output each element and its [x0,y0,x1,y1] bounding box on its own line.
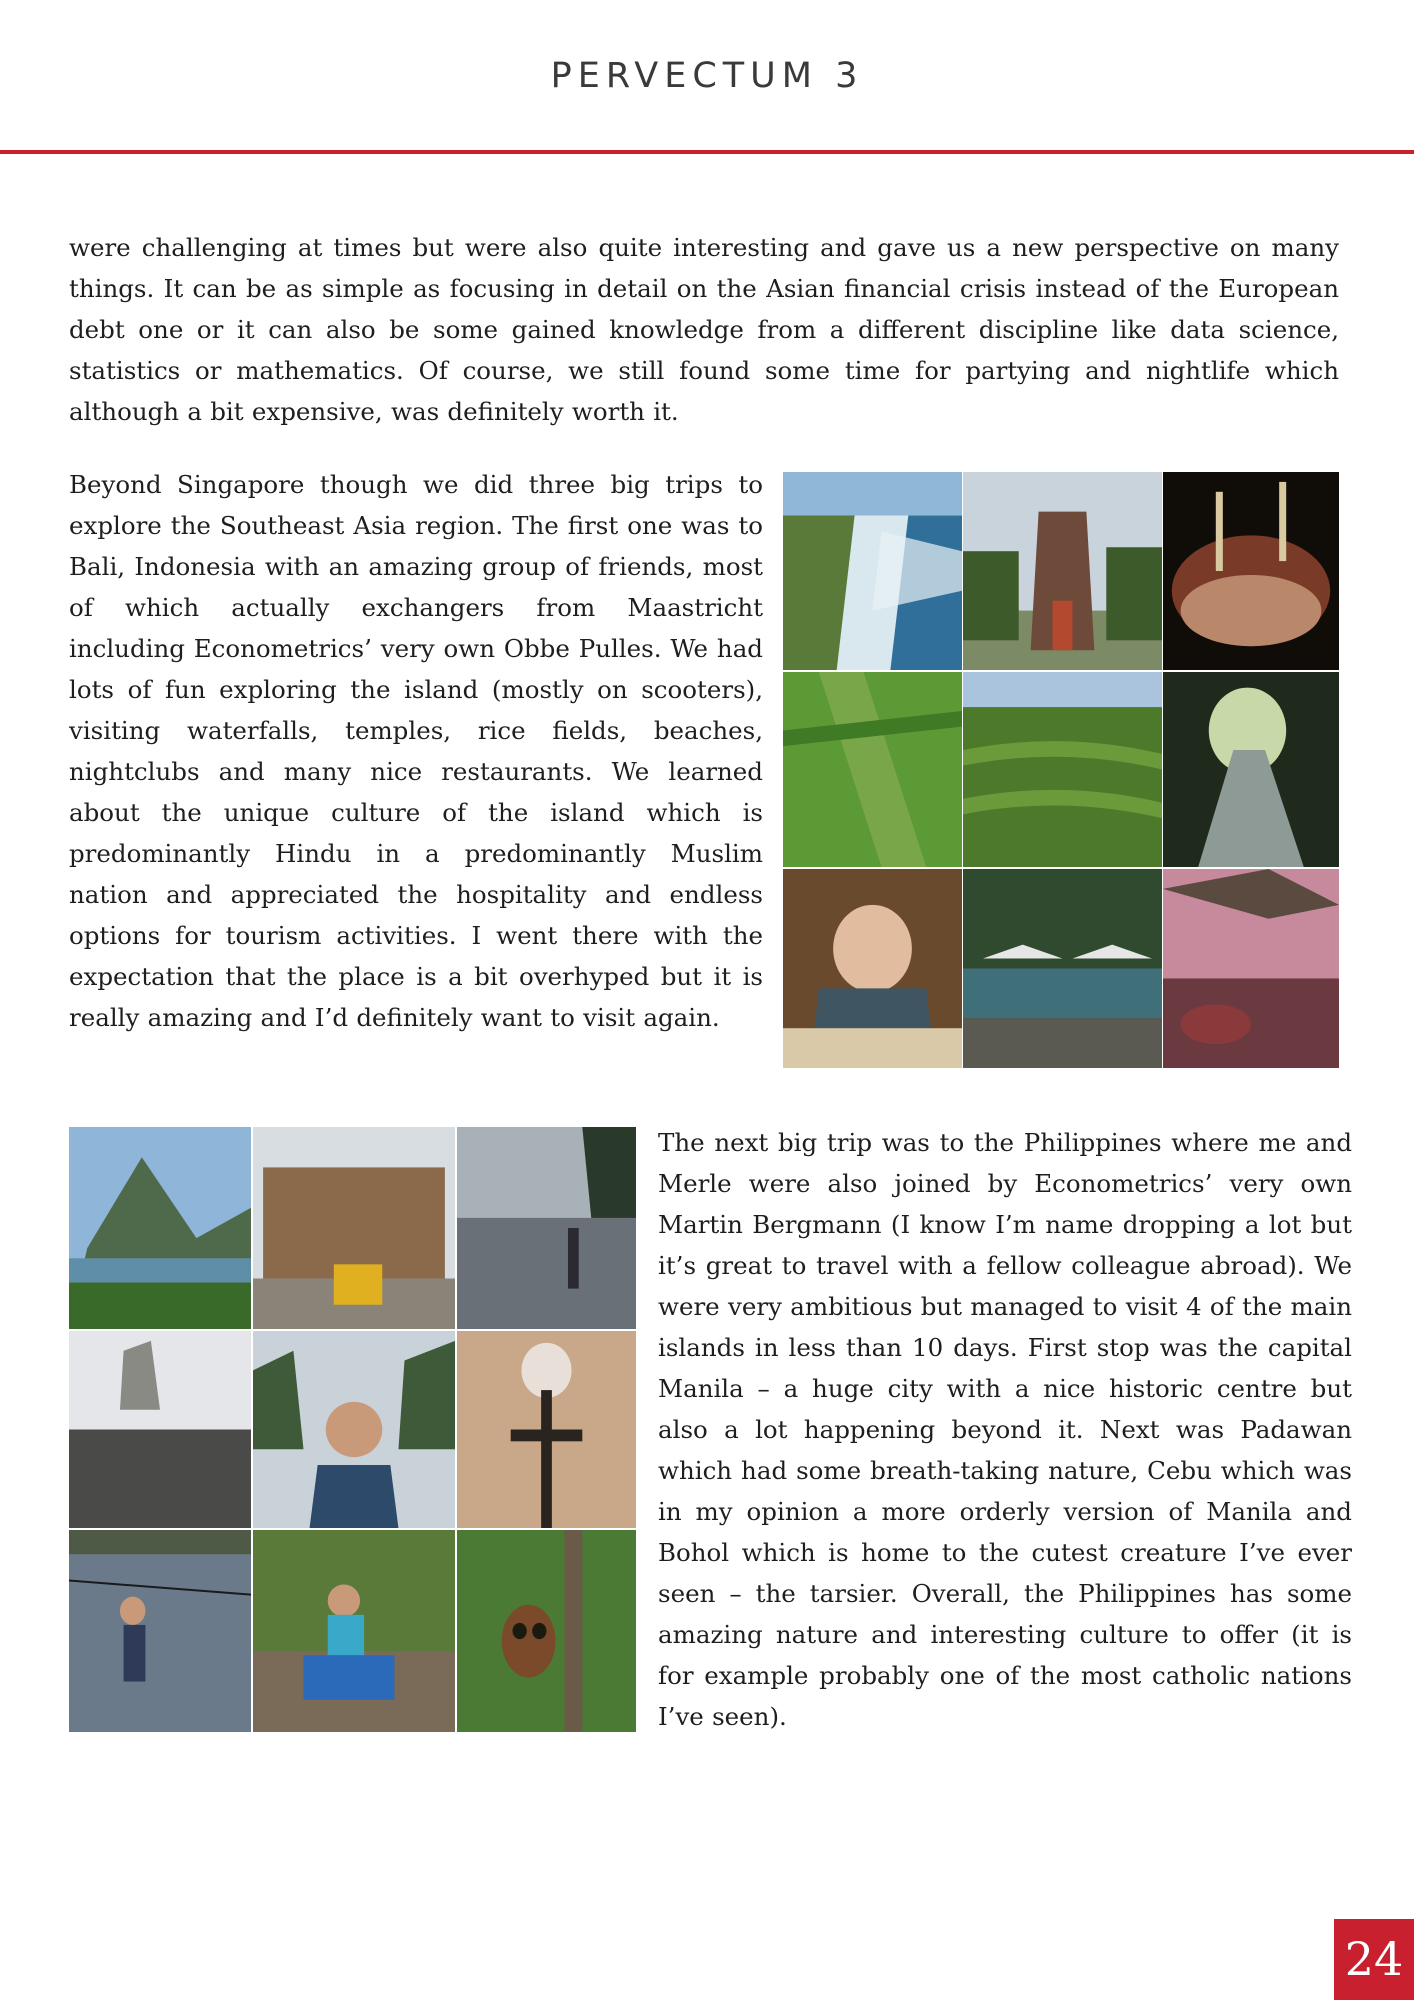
philippines-photo-collage [69,1127,636,1732]
photo-bali-dance [1163,472,1339,670]
photo-philippines-limestone-cliffs [69,1127,251,1329]
photo-bali-restaurant [783,869,962,1068]
photo-bali-temple [963,472,1162,670]
page-header [0,0,1414,154]
paragraph-bali: Beyond Singapore though we did three big trips to explore the Southeast Asia region. The first one was to Bali, Indonesia with an amazing group of friends, most of which actually exchangers from Maastricht including Econometrics’ very own Obbe Pulles. We had lots of fun exploring the island (mostly on scooters), visiting waterfalls, temples, rice fields, beaches, nightclubs and many nice restaurants. We learned about the unique culture of the island which is predominantly Hindu in a predominantly Muslim nation and appreciated the hospitality and endless options for tourism activities. I went there with the expectation that the place is a bit overhyped but it is really amazing and I’d definitely want to visit again. [69,470,763,1032]
photo-philippines-beach-walk [457,1127,636,1329]
page-number: 24 [1334,1919,1414,2000]
photo-philippines-lagoon-selfie [253,1331,455,1528]
photo-bali-pool [963,869,1162,1068]
photo-bali-waterfall [1163,672,1339,867]
photo-philippines-atv-ride [253,1530,455,1732]
photo-philippines-church-dome [457,1331,636,1528]
photo-bali-coastline [783,472,962,670]
paragraph-philippines: The next big trip was to the Philippines where me and Merle were also joined by Econometrics’ very own Martin Bergmann (I know I’m name dropping a lot but it’s great to travel with a fellow colleague abroad). We were very ambitious but managed to visit 4 of the main islands in less than 10 days. First stop was the capital Manila – a huge city with a nice historic centre but also a lot happening beyond it. Next was Padawan which had some breath-taking nature, Cebu which was in my opinion a more orderly version of Manila and Bohol which is home to the cutest creature I’ve ever seen – the tarsier. Overall, the Philippines has some amazing nature and interesting culture to offer (it is for example probably one of the most catholic nations I’ve seen). [658,1128,1352,1731]
photo-philippines-zipline [69,1530,251,1732]
paragraph-intro: were challenging at times but were also quite interesting and gave us a new perspective on many things. It can be as simple as focusing in detail on the Asian financial crisis instead of the European debt one or it can also be some gained knowledge from a different discipline like data science, statistics or mathematics. Of course, we still found some time for partying and nightlife which although a bit expensive, was definitely worth it. [69,233,1339,426]
photo-philippines-tarsier [457,1530,636,1732]
photo-bali-rice-path [783,672,962,867]
photo-bali-sunset-beach [1163,869,1339,1068]
magazine-title: PERVECTUM 3 [550,56,864,96]
photo-philippines-heritage-street [253,1127,455,1329]
photo-philippines-monument [69,1331,251,1528]
bali-photo-collage [783,472,1339,1068]
photo-bali-rice-terraces [963,672,1162,867]
